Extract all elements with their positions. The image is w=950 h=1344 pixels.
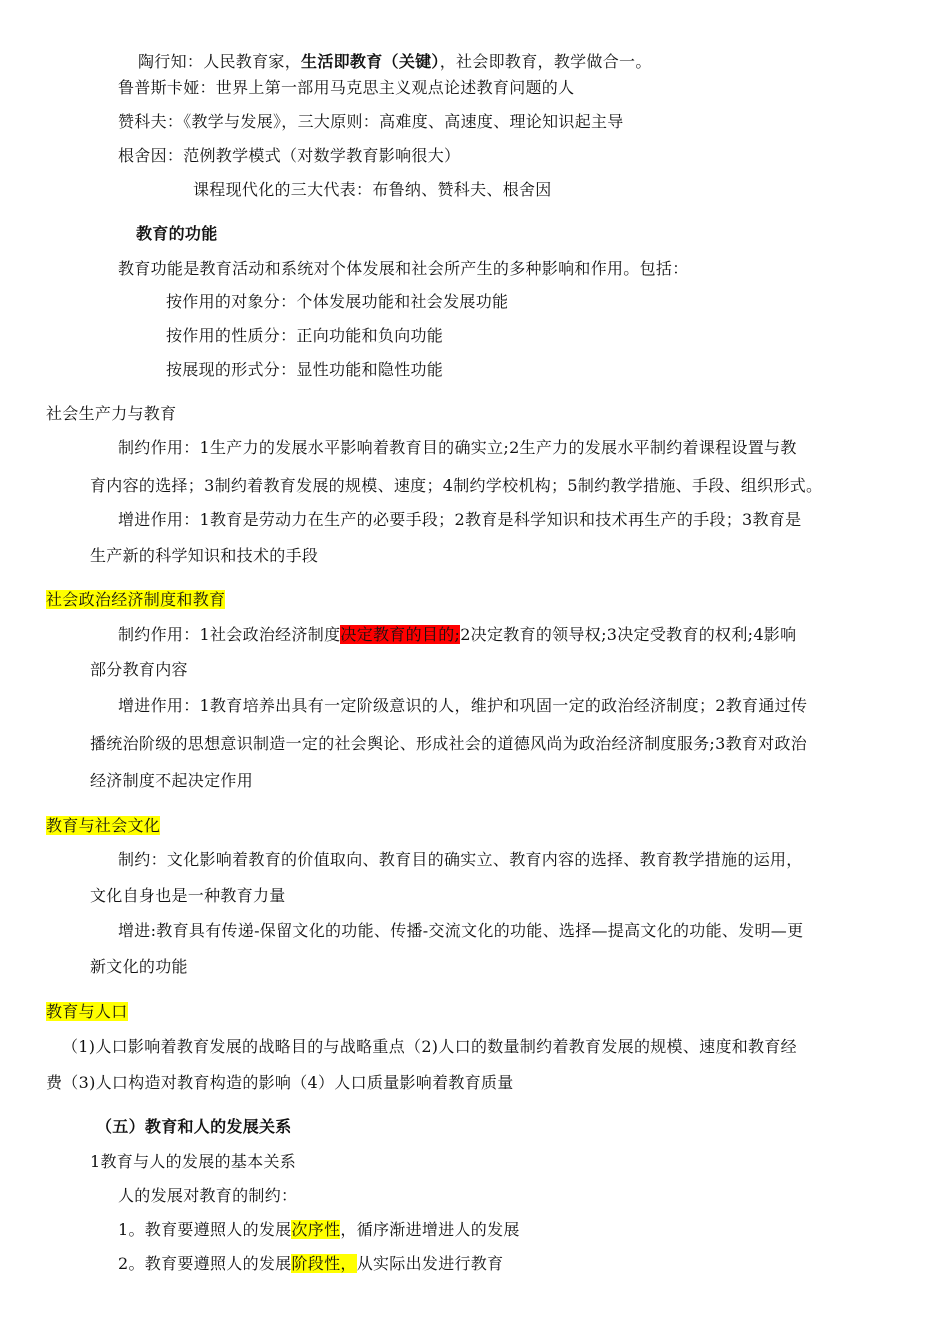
paragraph: 文化自身也是一种教育力量 <box>90 886 286 905</box>
paragraph: 增进:教育具有传递-保留文化的功能、传播-交流文化的功能、选择—提高文化的功能、发明—更 <box>118 921 804 940</box>
heading-section-five: （五）教育和人的发展关系 <box>96 1117 292 1136</box>
text: 2决定教育的领导权;3决定受教育的权利;4影响 <box>460 625 797 644</box>
text: ，社会即教育，教学做合一。 <box>439 52 652 71</box>
heading-productivity: 社会生产力与教育 <box>46 404 177 423</box>
paragraph: 制约：文化影响着教育的价值取向、教育目的确实立、教育内容的选择、教育教学措施的运用， <box>118 850 803 869</box>
text: 制约作用：1社会政治经济制度 <box>118 625 341 644</box>
line-krupskaya: 鲁普斯卡娅：世界上第一部用马克思主义观点论述教育问题的人 <box>118 78 575 97</box>
paragraph: 播统治阶级的思想意识制造一定的社会舆论、形成社会的道德风尚为政治经济制度服务;3教育对政治 <box>90 734 808 753</box>
highlighted-text: 次序性 <box>291 1220 341 1239</box>
text: 1。教育要遵照人的发展 <box>118 1220 292 1239</box>
paragraph: 新文化的功能 <box>90 957 188 976</box>
heading-education-function: 教育的功能 <box>136 224 218 243</box>
heading-culture <box>46 815 160 837</box>
line-three-representatives: 课程现代化的三大代表：布鲁纳、赞科夫、根舍因 <box>193 180 552 199</box>
text: ，循序渐进增进人的发展 <box>340 1220 520 1239</box>
paragraph: 育内容的选择；3制约着教育发展的规模、速度；4制约学校机构；5制约教学措施、手段、组织形式。 <box>90 476 823 495</box>
bold-text: 生活即教育（关键） <box>301 52 440 71</box>
paragraph: 增进作用：1教育培养出具有一定阶级意识的人，维护和巩固一定的政治经济制度；2教育通过传 <box>118 696 808 715</box>
list-item: 按作用的对象分：个体发展功能和社会发展功能 <box>166 292 509 311</box>
subheading: 1教育与人的发展的基本关系 <box>90 1152 297 1171</box>
list-item: 按作用的性质分：正向功能和负向功能 <box>166 326 444 345</box>
line-tao-xingzhi <box>138 51 652 73</box>
paragraph: 增进作用：1教育是劳动力在生产的必要手段；2教育是科学知识和技术再生产的手段；3教育是 <box>118 510 802 529</box>
paragraph: 生产新的科学知识和技术的手段 <box>90 546 319 565</box>
paragraph: 人的发展对教育的制约： <box>118 1186 298 1205</box>
list-item: 按展现的形式分：显性功能和隐性功能 <box>166 360 444 379</box>
text: 从实际出发进行教育 <box>356 1254 504 1273</box>
text: 陶行知：人民教育家， <box>138 52 302 71</box>
paragraph <box>118 624 796 646</box>
paragraph: （1)人口影响着教育发展的战略目的与战略重点（2)人口的数量制约着教育发展的规模、速度和教育经 <box>62 1037 797 1056</box>
paragraph: 制约作用：1生产力的发展水平影响着教育目的确实立;2生产力的发展水平制约着课程设置与教 <box>118 438 797 457</box>
red-highlighted-text: 决定教育的目的; <box>340 625 461 644</box>
paragraph: 费（3)人口构造对教育构造的影响（4）人口质量影响着教育质量 <box>46 1073 514 1092</box>
paragraph: 经济制度不起决定作用 <box>90 771 254 790</box>
heading-politics <box>46 589 225 611</box>
list-item <box>118 1219 520 1241</box>
heading-population <box>46 1001 128 1023</box>
highlighted-text: 教育与社会文化 <box>46 816 161 835</box>
paragraph: 部分教育内容 <box>90 660 188 679</box>
line-wagenschein: 根舍因：范例教学模式（对数学教育影响很大） <box>118 146 461 165</box>
list-item <box>118 1253 503 1275</box>
highlighted-text: 阶段性， <box>291 1254 357 1273</box>
highlighted-text: 社会政治经济制度和教育 <box>46 590 226 609</box>
line-zankov: 赞科夫：《教学与发展》，三大原则：高难度、高速度、理论知识起主导 <box>118 112 624 131</box>
text: 2。教育要遵照人的发展 <box>118 1254 292 1273</box>
paragraph: 教育功能是教育活动和系统对个体发展和社会所产生的多种影响和作用。包括： <box>118 259 689 278</box>
highlighted-text: 教育与人口 <box>46 1002 128 1021</box>
